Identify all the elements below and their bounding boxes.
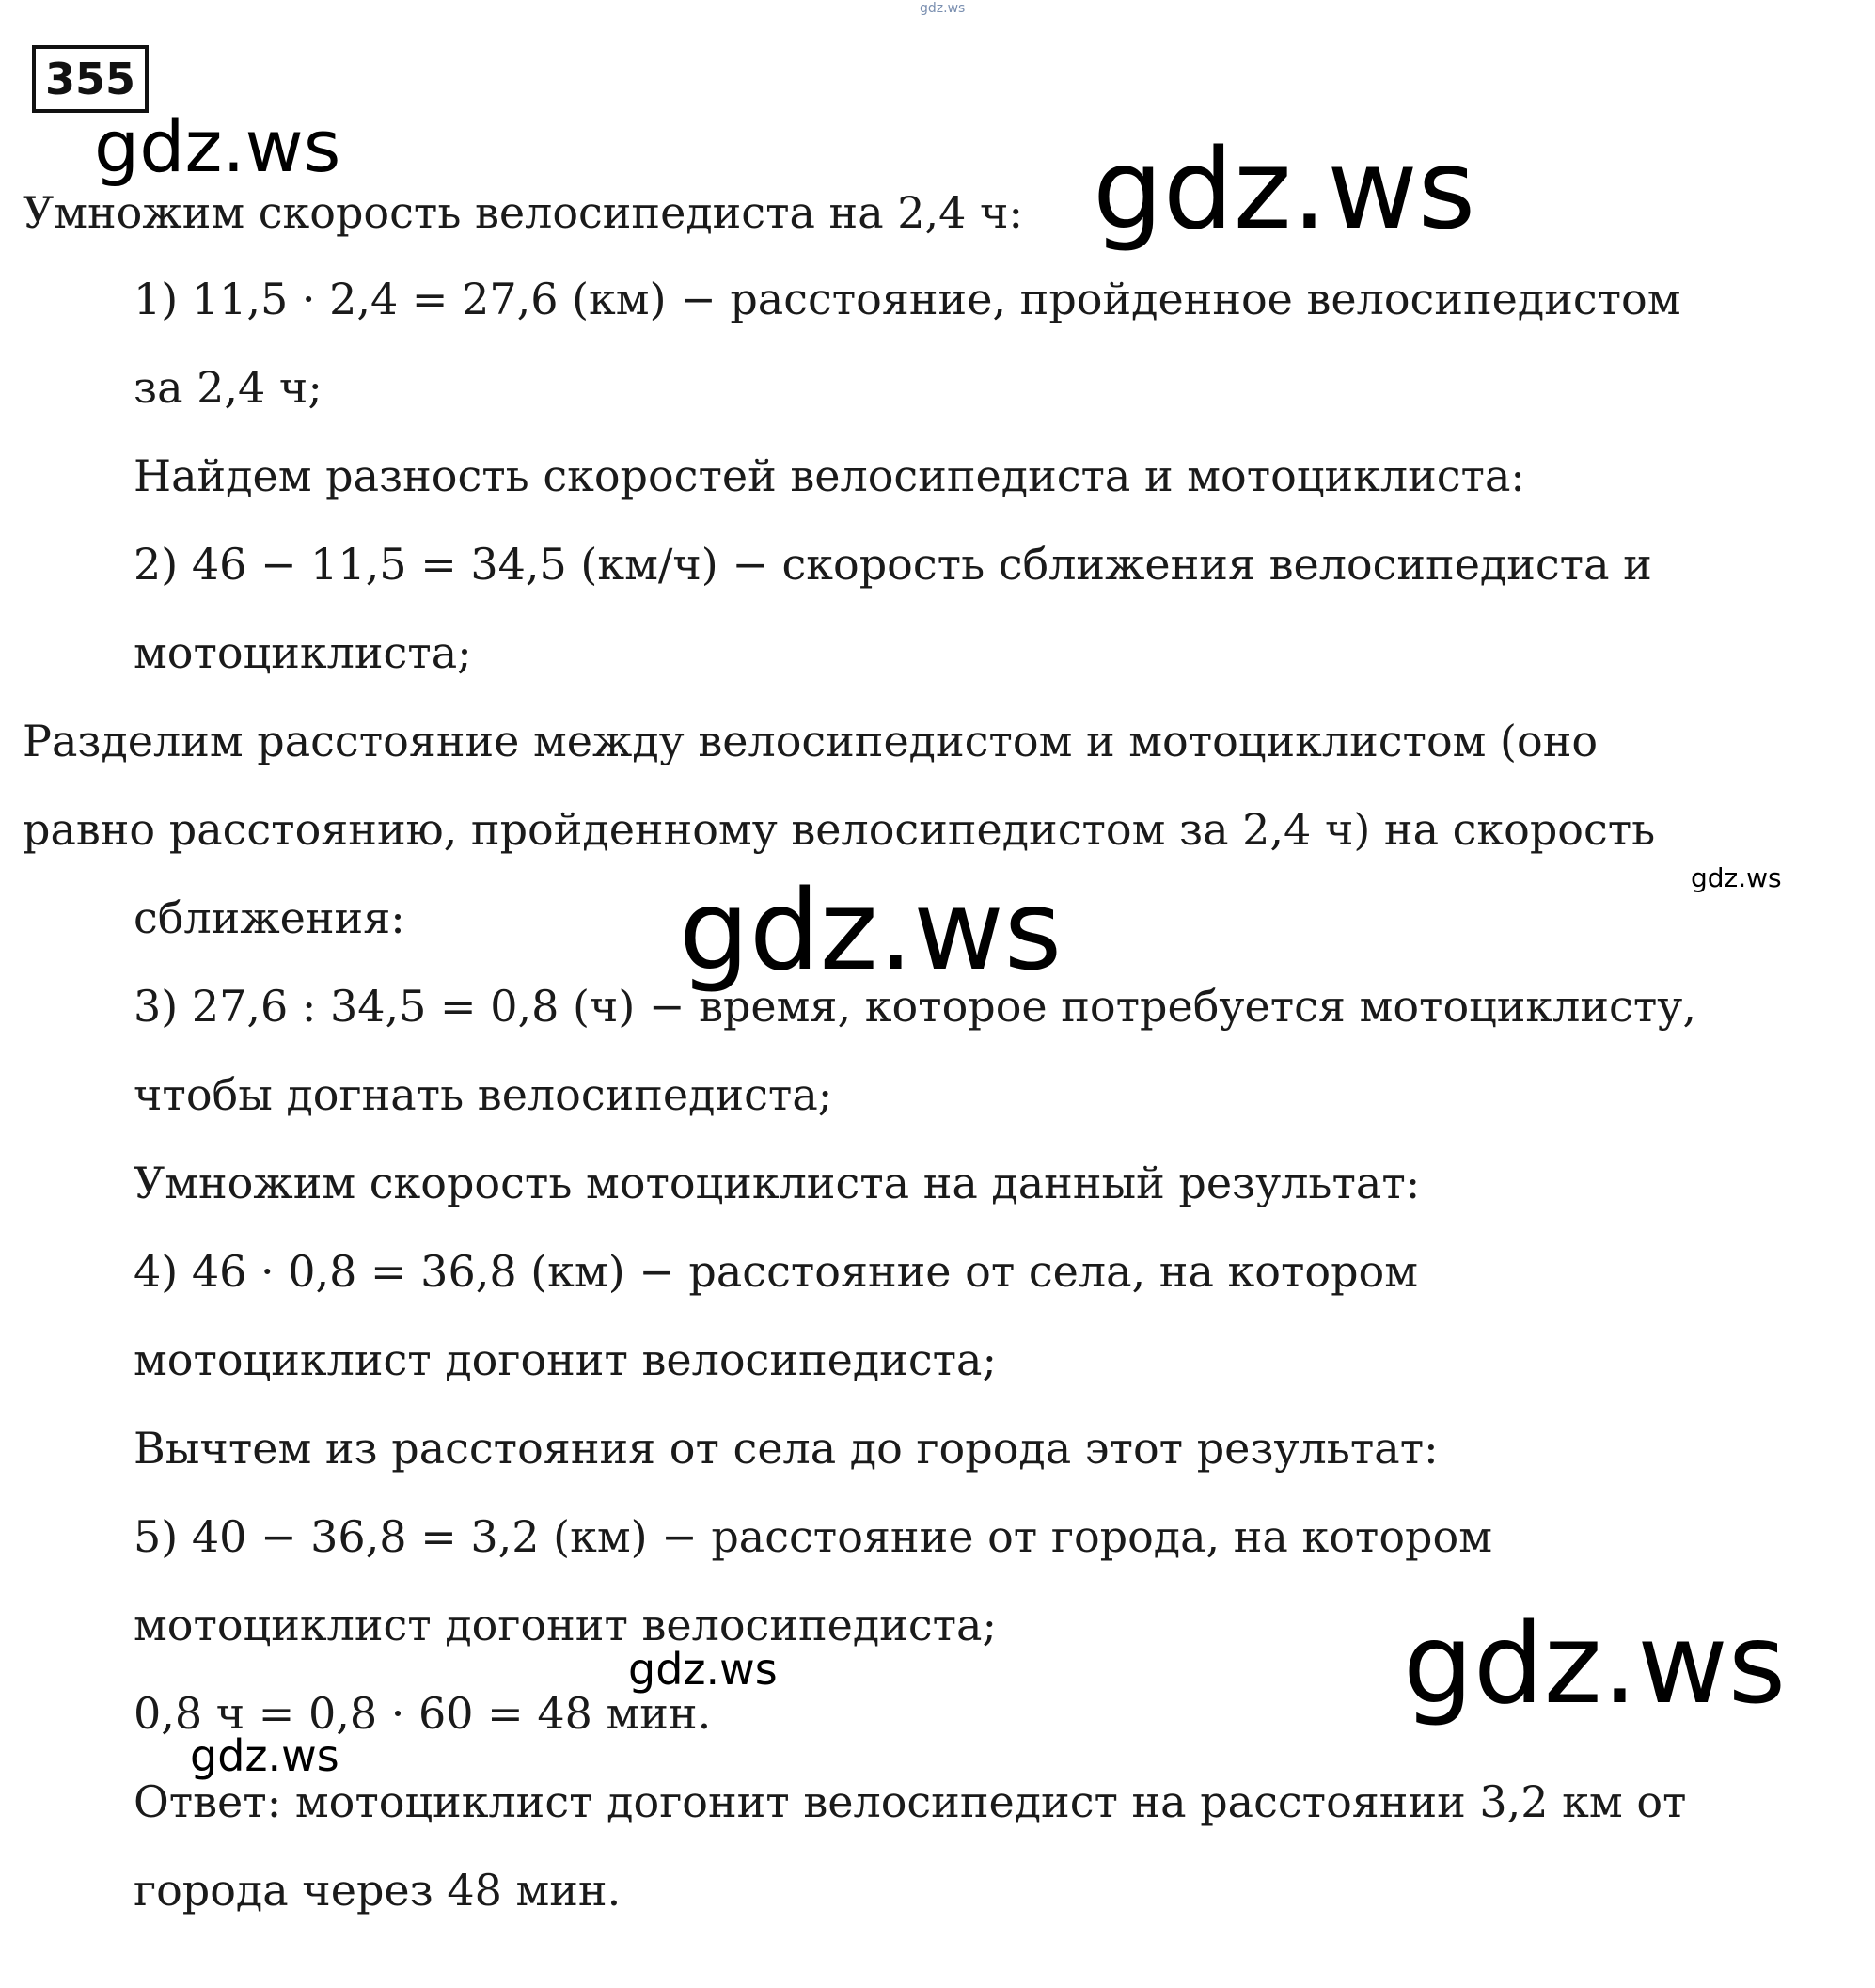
watermark: gdz.ws	[94, 104, 341, 188]
watermark: gdz.ws	[679, 865, 1063, 995]
solution-line: Найдем разность скоростей велосипедиста и мотоциклиста:	[134, 450, 1525, 501]
watermark: gdz.ws	[1093, 124, 1476, 254]
answer-line: города через 48 мин.	[134, 1865, 622, 1916]
watermark: gdz.ws	[628, 1644, 778, 1695]
solution-line: Умножим скорость мотоциклиста на данный результат:	[134, 1158, 1421, 1208]
answer-line: Ответ: мотоциклист догонит велосипедист на расстоянии 3,2 км от	[134, 1776, 1687, 1827]
solution-line: Умножим скорость велосипедиста на 2,4 ч:	[23, 187, 1023, 238]
solution-line: равно расстоянию, пройденному велосипедистом за 2,4 ч) на скорость	[23, 804, 1656, 855]
solution-line: 1) 11,5 · 2,4 = 27,6 (км) − расстояние, пройденное велосипедистом	[134, 274, 1681, 324]
solution-line: чтобы догнать велосипедиста;	[134, 1069, 833, 1120]
solution-line: 5) 40 − 36,8 = 3,2 (км) − расстояние от города, на котором	[134, 1511, 1492, 1562]
solution-line: мотоциклиста;	[134, 627, 472, 678]
solution-line: Разделим расстояние между велосипедистом и мотоциклистом (оно	[23, 716, 1599, 766]
solution-line: Вычтем из расстояния от села до города этот результат:	[134, 1423, 1439, 1474]
solution-line: сближения:	[134, 892, 405, 943]
solution-line: 4) 46 · 0,8 = 36,8 (км) − расстояние от села, на котором	[134, 1246, 1419, 1297]
solution-line: 2) 46 − 11,5 = 34,5 (км/ч) − скорость сближения велосипедиста и	[134, 539, 1652, 590]
solution-line: 3) 27,6 : 34,5 = 0,8 (ч) − время, которое потребуется мотоциклисту,	[134, 981, 1696, 1032]
watermark: gdz.ws	[1691, 862, 1782, 893]
problem-number-box: 355	[32, 45, 149, 113]
solution-line: мотоциклист догонит велосипедиста;	[134, 1600, 997, 1650]
solution-line: за 2,4 ч;	[134, 362, 323, 413]
solution-line: 0,8 ч = 0,8 · 60 = 48 мин.	[134, 1688, 712, 1739]
solution-line: мотоциклист догонит велосипедиста;	[134, 1334, 997, 1385]
watermark: gdz.ws	[920, 1, 966, 16]
watermark: gdz.ws	[1403, 1599, 1787, 1728]
watermark: gdz.ws	[190, 1730, 339, 1781]
